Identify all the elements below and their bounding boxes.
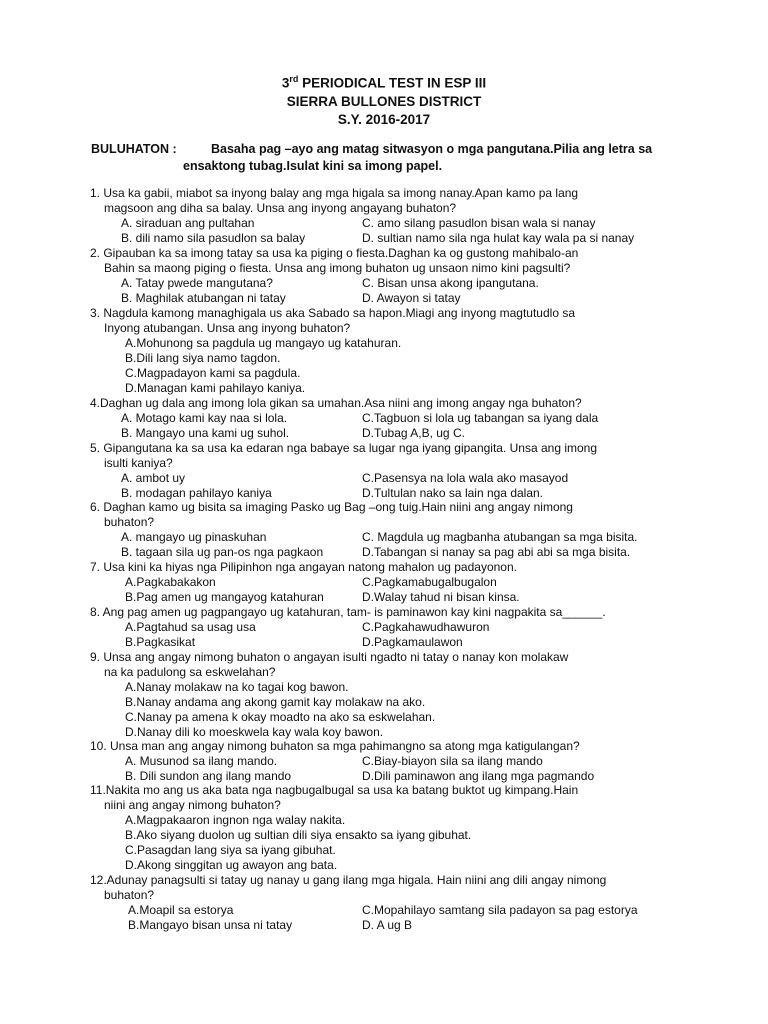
question-text: 9. Unsa ang angay nimong buhaton o angayan isulti ngadto ni tatay o nanay kon molakaw (90, 650, 569, 664)
question-2 (90, 246, 690, 306)
question-text-cont: magsoon ang diha sa balay. Unsa ang inyong angayang buhaton? (104, 201, 457, 215)
option-a: A.Mohunong sa pagdula ug mangayo ug katahuran. (125, 336, 402, 350)
option-d: D.Pagkamaulawon (362, 635, 463, 649)
option-b: B.Mangayo bisan unsa ni tatay (128, 918, 293, 932)
option-c: C.Pasagdan lang siya sa iyang gibuhat. (125, 843, 336, 857)
option-a: A. Motago kami kay naa si lola. (121, 411, 288, 425)
question-text-cont: isulti kaniya? (104, 456, 173, 470)
option-d: D.Dili paminawon ang ilang mga pagmando (362, 769, 595, 783)
option-a: A. mangayo ug pinaskuhan (121, 530, 267, 544)
question-1 (90, 186, 690, 246)
instructions-line-1: Basaha pag –ayo ang matag sitwasyon o mga pangutana.Pilia ang letra sa (211, 142, 653, 156)
question-text-cont: buhaton? (104, 515, 155, 529)
option-d: D.Walay tahud ni bisan kinsa. (362, 590, 520, 604)
option-a: A. Musunod sa ilang mando. (125, 754, 278, 768)
question-text: 7. Usa kini ka hiyas nga Pilipinhon nga angayan natong mahalon ug padayonon. (90, 560, 517, 574)
option-a: A. Tatay pwede mangutana? (121, 276, 273, 290)
question-6 (90, 500, 690, 560)
option-b: B. modagan pahilayo kaniya (121, 486, 272, 500)
instructions-label: BULUHATON : (91, 142, 177, 156)
question-text: 2. Gipauban ka sa imong tatay sa usa ka piging o fiesta.Daghan ka og gustong mahibalo-an (90, 246, 579, 260)
option-a: A.Pagkabakakon (125, 575, 216, 589)
option-c: C. amo silang pasudlon bisan wala si nanay (362, 216, 596, 230)
question-11 (90, 783, 690, 873)
question-3 (90, 306, 690, 396)
option-b: B.Pagkasikat (125, 635, 196, 649)
option-a: A.Pagtahud sa usag usa (125, 620, 256, 634)
district-name: SIERRA BULLONES DISTRICT (286, 93, 482, 109)
question-9 (90, 650, 690, 740)
option-a: A.Magpakaaron ingnon nga walay nakita. (125, 813, 346, 827)
option-a: A. ambot uy (121, 471, 186, 485)
option-a: A.Nanay molakaw na ko tagai kog bawon. (125, 680, 349, 694)
option-c: C.Pagkamabugalbugalon (362, 575, 497, 589)
option-a: A. siraduan ang pultahan (121, 216, 255, 230)
test-header (0, 70, 768, 129)
option-c: C.Nanay pa amena k okay moadto na ako sa eskwelahan. (125, 710, 436, 724)
option-b: B.Dili lang siya namo tagdon. (125, 351, 281, 365)
option-b: B. Mangayo una kami ug suhol. (121, 426, 290, 440)
option-d: D.Tabangan si nanay sa pag abi abi sa mga bisita. (362, 545, 631, 559)
question-text: 12.Adunay panagsulti si tatay ug nanay u gang ilang mga higala. Hain niini ang dili angay nimong (90, 873, 607, 887)
option-d: D.Managan kami pahilayo kaniya. (125, 381, 306, 395)
option-c: C.Pasensya na lola wala ako masayod (362, 471, 569, 485)
option-c: C. Magdula ug magbanha atubangan sa mga bisita. (362, 530, 638, 544)
question-10 (90, 739, 690, 784)
option-b: B.Pag amen ug mangayog katahuran (125, 590, 324, 604)
option-d: D. sultian namo sila nga hulat kay wala pa si nanay (362, 231, 635, 245)
option-d: D.Akong singgitan ug awayon ang bata. (125, 858, 338, 872)
question-text: 1. Usa ka gabii, miabot sa inyong balay ang mga higala sa imong nanay.Apan kamo pa lang (90, 186, 579, 200)
option-b: B. Maghilak atubangan ni tatay (121, 291, 286, 305)
question-text: 10. Unsa man ang angay nimong buhaton sa mga pahimangno sa atong mga katigulangan? (90, 739, 580, 753)
question-12 (90, 873, 690, 933)
option-b: B. Dili sundon ang ilang mando (125, 769, 292, 783)
option-c: C.Biay-biayon sila sa ilang mando (362, 754, 543, 768)
option-c: C. Bisan unsa akong ipangutana. (362, 276, 539, 290)
option-c: C.Magpadayon kami sa pagdula. (125, 366, 301, 380)
instructions-line-2: ensaktong tubag.Isulat kini sa imong papel. (183, 159, 443, 173)
option-c: C.Mopahilayo samtang sila padayon sa pag estorya (362, 903, 638, 917)
instructions (91, 141, 691, 175)
question-text: 4.Daghan ug dala ang imong lola gikan sa umahan.Asa niini ang imong angay nga buhaton? (90, 396, 582, 410)
question-text: 5. Gipangutana ka sa usa ka edaran nga babaye sa lugar nga iyang gipangita. Unsa ang imong (90, 441, 598, 455)
school-year: S.Y. 2016-2017 (337, 111, 431, 127)
question-text-cont: buhaton? (104, 888, 155, 902)
option-b: B. tagaan sila ug pan-os nga pagkaon (121, 545, 324, 559)
question-text-cont: Bahin sa maong piging o fiesta. Unsa ang imong buhaton ug unsaon nimo kini pagsulti? (104, 261, 571, 275)
question-4 (90, 396, 690, 441)
option-d: D.Nanay dili ko moeskwela kay wala koy bawon. (125, 725, 384, 739)
question-text-cont: niini ang angay nimong buhaton? (104, 798, 281, 812)
option-c: C.Tagbuon si lola ug tabangan sa iyang dala (362, 411, 599, 425)
option-d: D. A ug B (362, 918, 413, 932)
option-d: D. Awayon si tatay (362, 291, 461, 305)
question-text-cont: na ka padulong sa eskwelahan? (104, 665, 276, 679)
question-text: 11.Nakita mo ang us aka bata nga nagbugalbugal sa usa ka batang buktot ug kimpang.Hain (90, 783, 579, 797)
question-text: 3. Nagdula kamong managhigala us aka Sabado sa hapon.Miagi ang inyong magtutudlo sa (90, 306, 576, 320)
question-text: 6. Daghan kamo ug bisita sa imaging Pasko ug Bag –ong tuig.Hain niini ang angay nimong (90, 500, 573, 514)
option-d: D.Tultulan nako sa lain nga dalan. (362, 486, 544, 500)
option-a: A.Moapil sa estorya (128, 903, 234, 917)
option-b: B.Nanay andama ang akong gamit kay molakaw na ako. (125, 695, 426, 709)
test-title: 3rd PERIODICAL TEST IN ESP III (281, 74, 487, 91)
question-7 (90, 560, 690, 605)
option-d: D.Tubag A,B, ug C. (362, 426, 465, 440)
question-text: 8. Ang pag amen ug pagpangayo ug katahuran, tam- is paminawon kay kini nagpakita sa______. (90, 605, 606, 619)
option-b: B. dili namo sila pasudlon sa balay (121, 231, 306, 245)
option-b: B.Ako siyang duolon ug sultian dili siya ensakto sa iyang gibuhat. (125, 828, 472, 842)
question-8 (90, 605, 690, 650)
option-c: C.Pagkahawudhawuron (362, 620, 490, 634)
question-5 (90, 441, 690, 501)
question-text-cont: Inyong atubangan. Unsa ang inyong buhaton? (104, 321, 351, 335)
